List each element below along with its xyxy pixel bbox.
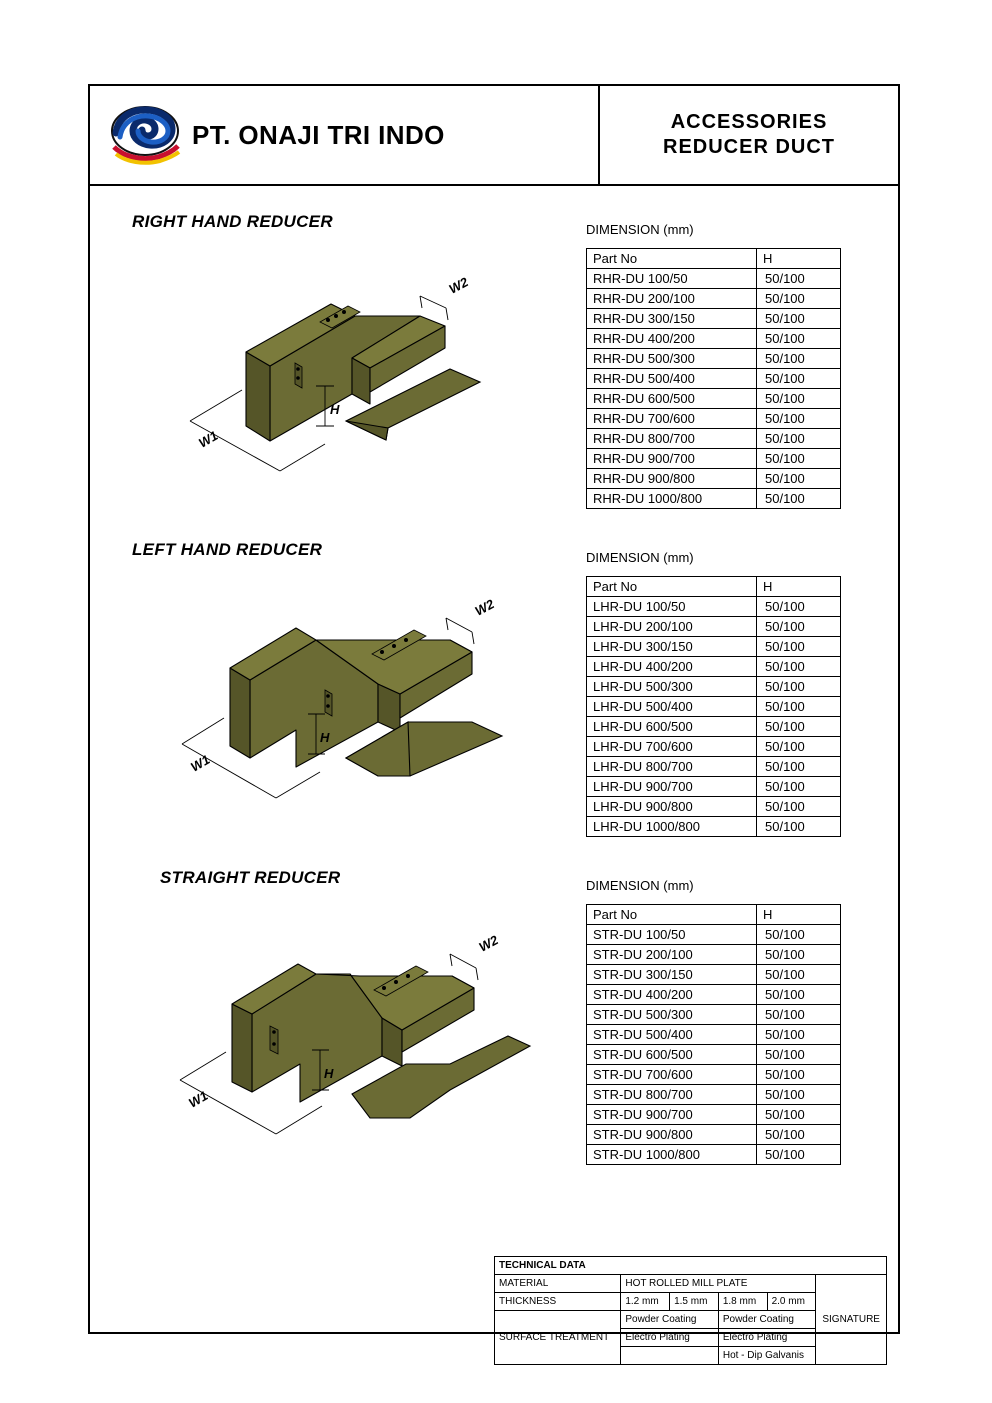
cell-h: 50/100 — [757, 1085, 841, 1105]
cell-h: 50/100 — [757, 717, 841, 737]
dimension-label-h: H — [330, 402, 340, 417]
table-row — [587, 409, 841, 429]
cell-part-no: LHR-DU 1000/800 — [587, 817, 757, 837]
cell-part-no: RHR-DU 400/200 — [587, 329, 757, 349]
table-row — [587, 945, 841, 965]
cell-h: 50/100 — [757, 1125, 841, 1145]
cell-h: 50/100 — [757, 309, 841, 329]
table-row — [587, 717, 841, 737]
column-header-h: H — [757, 905, 841, 925]
cell-part-no: LHR-DU 900/700 — [587, 777, 757, 797]
cell-part-no: STR-DU 300/150 — [587, 965, 757, 985]
table-row — [587, 965, 841, 985]
table-header-row — [587, 577, 841, 597]
table-header-row — [587, 249, 841, 269]
dimension-label-w2: W2 — [472, 596, 497, 619]
dimension-table-straight-reducer — [586, 904, 841, 1165]
cell-h: 50/100 — [757, 757, 841, 777]
thickness-value-3: 1.8 mm — [718, 1293, 767, 1311]
cell-h: 50/100 — [757, 409, 841, 429]
dimension-caption-1: DIMENSION (mm) — [586, 222, 694, 237]
table-row — [587, 329, 841, 349]
table-row — [587, 797, 841, 817]
cell-part-no: RHR-DU 300/150 — [587, 309, 757, 329]
cell-part-no: STR-DU 800/700 — [587, 1085, 757, 1105]
cell-h: 50/100 — [757, 657, 841, 677]
cell-h: 50/100 — [757, 597, 841, 617]
surface-value-b2: Electro Plating — [718, 1329, 816, 1347]
surface-value-a1: Powder Coating — [621, 1311, 719, 1329]
surface-value-a2: Electro Plating — [621, 1329, 719, 1347]
dimension-caption-3: DIMENSION (mm) — [586, 878, 694, 893]
cell-part-no: STR-DU 900/700 — [587, 1105, 757, 1125]
cell-part-no: STR-DU 400/200 — [587, 985, 757, 1005]
material-value: HOT ROLLED MILL PLATE — [621, 1275, 816, 1293]
column-header-part-no: Part No — [587, 249, 757, 269]
table-row — [587, 1085, 841, 1105]
dimension-label-w2: W2 — [446, 274, 471, 297]
header-company-block — [90, 86, 600, 184]
section-title-left-hand-reducer: LEFT HAND REDUCER — [132, 540, 323, 559]
table-row — [587, 1145, 841, 1165]
cell-h: 50/100 — [757, 429, 841, 449]
cell-part-no: LHR-DU 200/100 — [587, 617, 757, 637]
table-row — [587, 757, 841, 777]
surface-value-b3: Hot - Dip Galvanis — [718, 1347, 816, 1365]
thickness-value-2: 1.5 mm — [670, 1293, 719, 1311]
table-row — [587, 429, 841, 449]
cell-h: 50/100 — [757, 389, 841, 409]
table-row — [587, 925, 841, 945]
table-row — [587, 1005, 841, 1025]
cell-h: 50/100 — [757, 737, 841, 757]
surface-value-b1: Powder Coating — [718, 1311, 816, 1329]
cell-part-no: LHR-DU 700/600 — [587, 737, 757, 757]
cell-part-no: LHR-DU 400/200 — [587, 657, 757, 677]
drawing-right-hand-reducer — [120, 236, 570, 501]
cell-h: 50/100 — [757, 1005, 841, 1025]
dimension-caption-2: DIMENSION (mm) — [586, 550, 694, 565]
dimension-table-left-hand-reducer — [586, 576, 841, 837]
table-row — [587, 1125, 841, 1145]
table-row — [587, 369, 841, 389]
table-row — [587, 817, 841, 837]
sheet-body — [90, 186, 898, 1361]
dimension-label-w2: W2 — [476, 932, 501, 955]
cell-part-no: STR-DU 100/50 — [587, 925, 757, 945]
table-row — [587, 269, 841, 289]
cell-h: 50/100 — [757, 289, 841, 309]
cell-h: 50/100 — [757, 1145, 841, 1165]
table-row — [587, 657, 841, 677]
drawing-sheet — [88, 84, 900, 1361]
company-name: PT. ONAJI TRI INDO — [192, 119, 445, 150]
cell-h: 50/100 — [757, 925, 841, 945]
cell-h: 50/100 — [757, 677, 841, 697]
tech-material-row — [495, 1275, 887, 1293]
cell-part-no: RHR-DU 900/800 — [587, 469, 757, 489]
cell-part-no: RHR-DU 100/50 — [587, 269, 757, 289]
cell-h: 50/100 — [757, 469, 841, 489]
cell-part-no: RHR-DU 500/400 — [587, 369, 757, 389]
cell-part-no: LHR-DU 800/700 — [587, 757, 757, 777]
table-row — [587, 1105, 841, 1125]
dimension-label-h: H — [324, 1066, 334, 1081]
cell-h: 50/100 — [757, 1105, 841, 1125]
cell-part-no: LHR-DU 100/50 — [587, 597, 757, 617]
thickness-label: THICKNESS — [495, 1293, 621, 1311]
table-row — [587, 1065, 841, 1085]
cell-h: 50/100 — [757, 1025, 841, 1045]
cell-part-no: LHR-DU 600/500 — [587, 717, 757, 737]
column-header-h: H — [757, 577, 841, 597]
table-row — [587, 637, 841, 657]
table-row — [587, 617, 841, 637]
material-label: MATERIAL — [495, 1275, 621, 1293]
cell-part-no: LHR-DU 500/400 — [587, 697, 757, 717]
cell-h: 50/100 — [757, 965, 841, 985]
tech-heading-row — [495, 1257, 887, 1275]
cell-part-no: STR-DU 700/600 — [587, 1065, 757, 1085]
column-header-part-no: Part No — [587, 577, 757, 597]
table-row — [587, 309, 841, 329]
cell-h: 50/100 — [757, 817, 841, 837]
cell-h: 50/100 — [757, 269, 841, 289]
cell-part-no: LHR-DU 900/800 — [587, 797, 757, 817]
cell-part-no: RHR-DU 800/700 — [587, 429, 757, 449]
drawing-straight-reducer — [120, 894, 570, 1159]
column-header-h: H — [757, 249, 841, 269]
table-row — [587, 289, 841, 309]
cell-part-no: RHR-DU 600/500 — [587, 389, 757, 409]
cell-h: 50/100 — [757, 329, 841, 349]
cell-h: 50/100 — [757, 797, 841, 817]
table-header-row — [587, 905, 841, 925]
cell-part-no: STR-DU 500/300 — [587, 1005, 757, 1025]
cell-h: 50/100 — [757, 985, 841, 1005]
table-row — [587, 489, 841, 509]
cell-part-no: RHR-DU 900/700 — [587, 449, 757, 469]
cell-h: 50/100 — [757, 1045, 841, 1065]
cell-part-no: RHR-DU 200/100 — [587, 289, 757, 309]
table-row — [587, 597, 841, 617]
cell-part-no: STR-DU 200/100 — [587, 945, 757, 965]
table-row — [587, 777, 841, 797]
cell-h: 50/100 — [757, 637, 841, 657]
signature-label: SIGNATURE — [816, 1275, 887, 1365]
cell-part-no: LHR-DU 500/300 — [587, 677, 757, 697]
cell-h: 50/100 — [757, 617, 841, 637]
dimension-label-w1: W1 — [188, 751, 213, 775]
table-row — [587, 449, 841, 469]
cell-part-no: RHR-DU 700/600 — [587, 409, 757, 429]
cell-h: 50/100 — [757, 697, 841, 717]
table-row — [587, 349, 841, 369]
surface-treatment-label: SURFACE TREATMENT — [495, 1311, 621, 1365]
table-row — [587, 469, 841, 489]
table-row — [587, 985, 841, 1005]
sheet-title-line2: REDUCER DUCT — [663, 136, 835, 158]
dimension-label-w1: W1 — [196, 427, 221, 451]
table-row — [587, 1025, 841, 1045]
sheet-title-line1: ACCESSORIES — [670, 111, 828, 133]
cell-part-no: RHR-DU 1000/800 — [587, 489, 757, 509]
cell-h: 50/100 — [757, 1065, 841, 1085]
table-row — [587, 737, 841, 757]
column-header-part-no: Part No — [587, 905, 757, 925]
cell-part-no: STR-DU 600/500 — [587, 1045, 757, 1065]
cell-part-no: RHR-DU 500/300 — [587, 349, 757, 369]
cell-h: 50/100 — [757, 489, 841, 509]
cell-h: 50/100 — [757, 349, 841, 369]
cell-h: 50/100 — [757, 449, 841, 469]
thickness-value-1: 1.2 mm — [621, 1293, 670, 1311]
table-row — [587, 1045, 841, 1065]
cell-part-no: LHR-DU 300/150 — [587, 637, 757, 657]
cell-h: 50/100 — [757, 777, 841, 797]
table-row — [587, 677, 841, 697]
dimension-label-h: H — [320, 730, 330, 745]
technical-data-table — [494, 1256, 887, 1365]
drawing-left-hand-reducer — [120, 562, 570, 827]
cell-h: 50/100 — [757, 945, 841, 965]
cell-part-no: STR-DU 900/800 — [587, 1125, 757, 1145]
table-row — [587, 697, 841, 717]
sheet-header — [90, 86, 898, 186]
dimension-table-right-hand-reducer — [586, 248, 841, 509]
header-title-block — [600, 86, 898, 184]
cell-part-no: STR-DU 500/400 — [587, 1025, 757, 1045]
section-title-straight-reducer: STRAIGHT REDUCER — [160, 868, 341, 887]
thickness-value-4: 2.0 mm — [767, 1293, 816, 1311]
section-title-right-hand-reducer: RIGHT HAND REDUCER — [132, 212, 333, 231]
technical-data-heading: TECHNICAL DATA — [495, 1257, 887, 1275]
surface-value-a3 — [621, 1347, 719, 1365]
dimension-label-w1: W1 — [186, 1087, 211, 1111]
table-row — [587, 389, 841, 409]
onaji-logo — [108, 103, 182, 167]
cell-h: 50/100 — [757, 369, 841, 389]
cell-part-no: STR-DU 1000/800 — [587, 1145, 757, 1165]
